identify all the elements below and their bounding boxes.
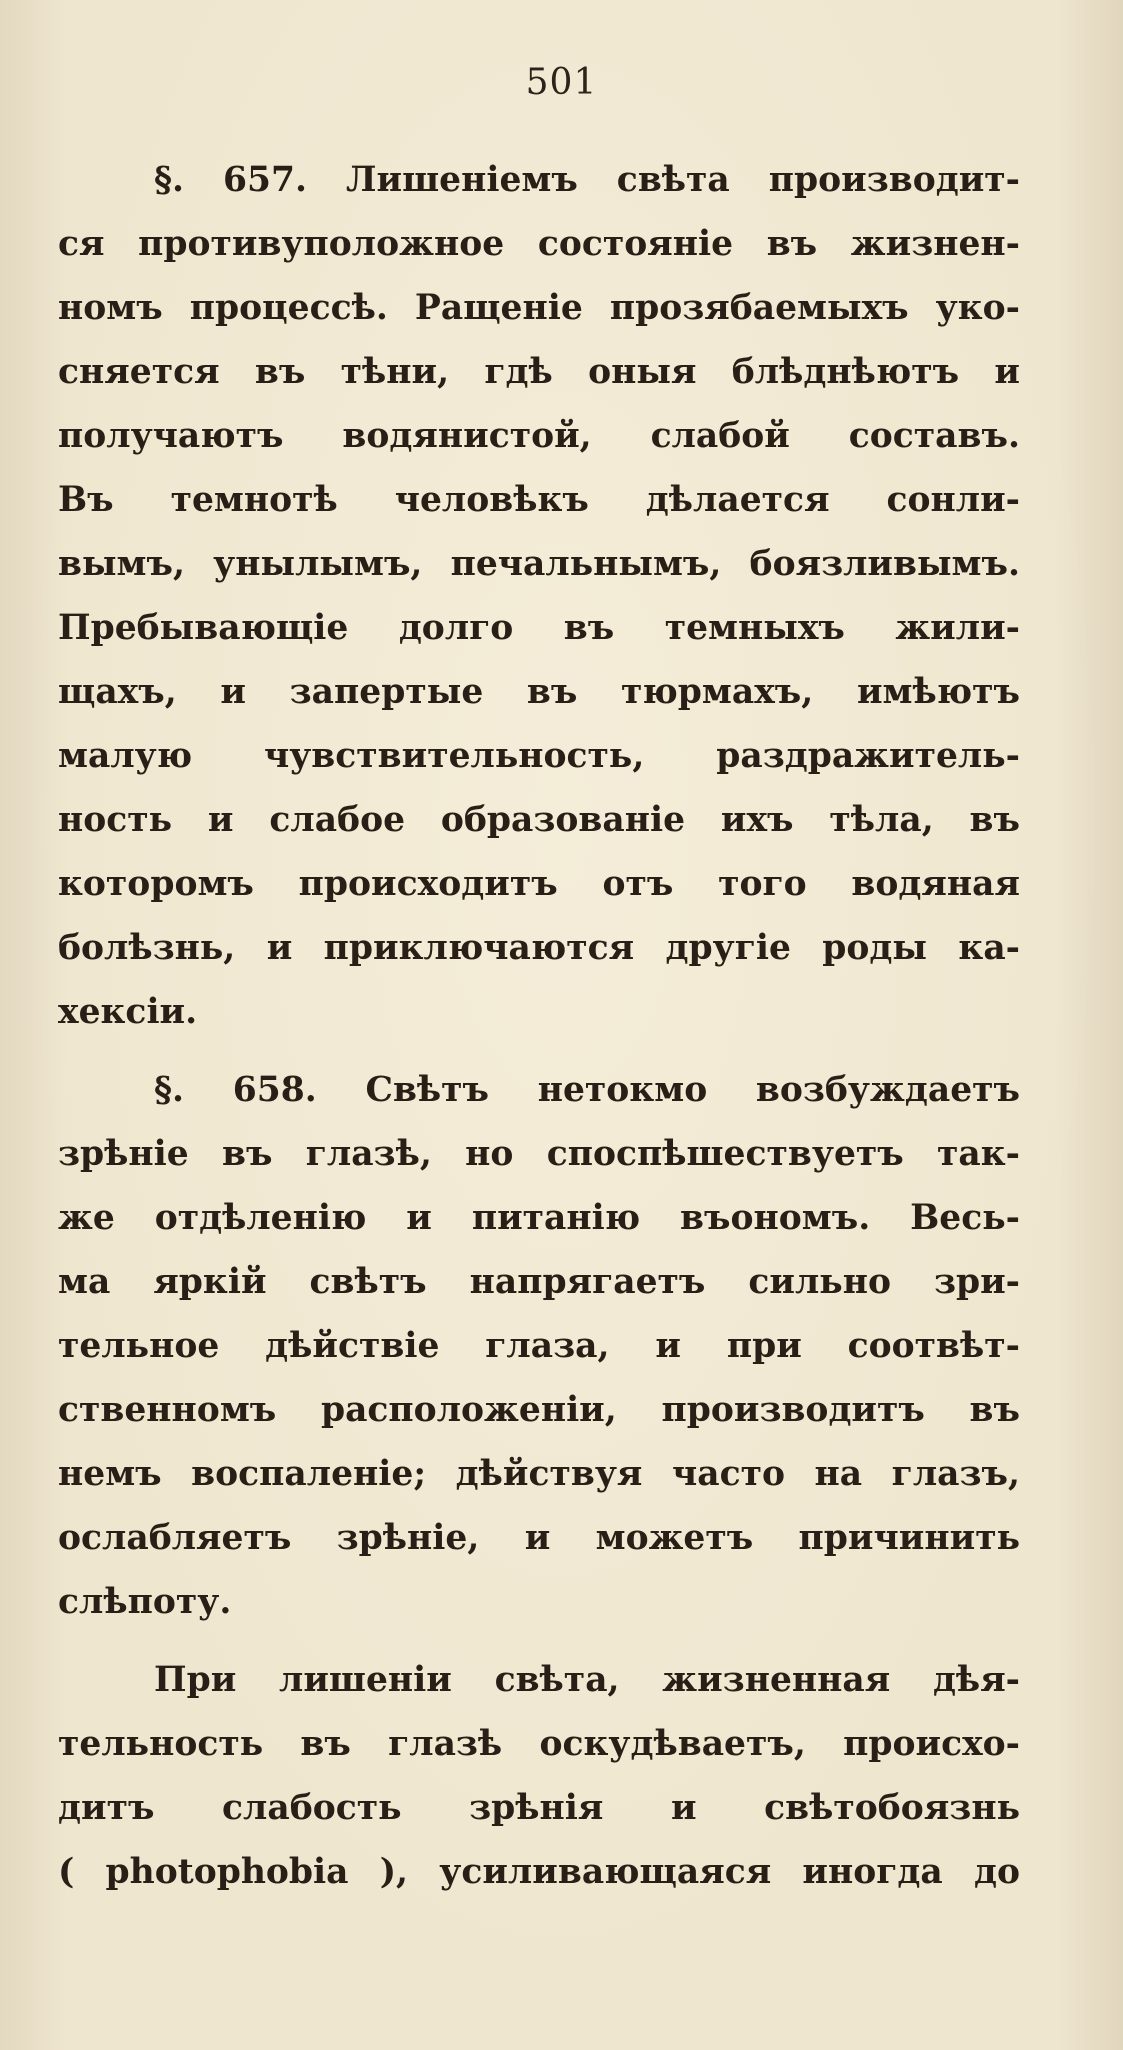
paragraph-spacer	[58, 1044, 1020, 1058]
paragraph-657	[58, 148, 1020, 1044]
text-line: ослабляетъ зрѣніе, и можетъ причинить	[58, 1518, 1020, 1558]
text-line: ность и слабое образованіе ихъ тѣла, въ	[58, 800, 1020, 840]
text-line: которомъ происходитъ отъ того водяная	[58, 864, 1020, 904]
text-line: слѣпоту.	[58, 1582, 232, 1622]
text-line: вымъ, унылымъ, печальнымъ, боязливымъ.	[58, 544, 1020, 584]
text-line: ма яркій свѣтъ напрягаетъ сильно зри-	[58, 1262, 1020, 1302]
paragraph-658	[58, 1058, 1020, 1634]
text-line: тельность въ глазѣ оскудѣваетъ, происхо-	[58, 1724, 1020, 1764]
text-line: болѣзнь, и приключаются другіе роды ка-	[58, 928, 1020, 968]
body-text	[58, 148, 1020, 1904]
text-line: тельное дѣйствіе глаза, и при соотвѣт-	[58, 1326, 1020, 1366]
text-line: хексіи.	[58, 992, 198, 1032]
text-line: Въ темнотѣ человѣкъ дѣлается сонли-	[58, 480, 1020, 520]
page-number: 501	[525, 62, 598, 103]
text-line: §. 658. Свѣтъ нетокмо возбуждаетъ	[154, 1070, 1020, 1110]
text-line: ( photophobia ), усиливающаяся иногда до	[58, 1852, 1020, 1892]
text-line: малую чувствительность, раздражитель-	[58, 736, 1020, 776]
text-line: сняется въ тѣни, гдѣ оныя блѣднѣютъ и	[58, 352, 1020, 392]
paragraph-spacer	[58, 1634, 1020, 1648]
text-line: При лишеніи свѣта, жизненная дѣя-	[154, 1660, 1020, 1700]
paragraph-light-deprivation	[58, 1648, 1020, 1904]
text-line: номъ процессѣ. Ращеніе прозябаемыхъ уко-	[58, 288, 1020, 328]
text-line: §. 657. Лишеніемъ свѣта производит-	[154, 160, 1020, 200]
text-line: щахъ, и запертые въ тюрмахъ, имѣютъ	[58, 672, 1020, 712]
text-line: немъ воспаленіе; дѣйствуя часто на глазъ,	[58, 1454, 1020, 1494]
text-line: ственномъ расположеніи, производитъ въ	[58, 1390, 1020, 1430]
text-line: зрѣніе въ глазѣ, но споспѣшествуетъ так-	[58, 1134, 1020, 1174]
text-line: получаютъ водянистой, слабой составъ.	[58, 416, 1020, 456]
text-line: Пребывающіе долго въ темныхъ жили-	[58, 608, 1020, 648]
text-line: дитъ слабость зрѣнія и свѣтобоязнь	[58, 1788, 1020, 1828]
text-line: ся противуположное состояніе въ жизнен-	[58, 224, 1020, 264]
text-line: же отдѣленію и питанію въономъ. Весь-	[58, 1198, 1020, 1238]
